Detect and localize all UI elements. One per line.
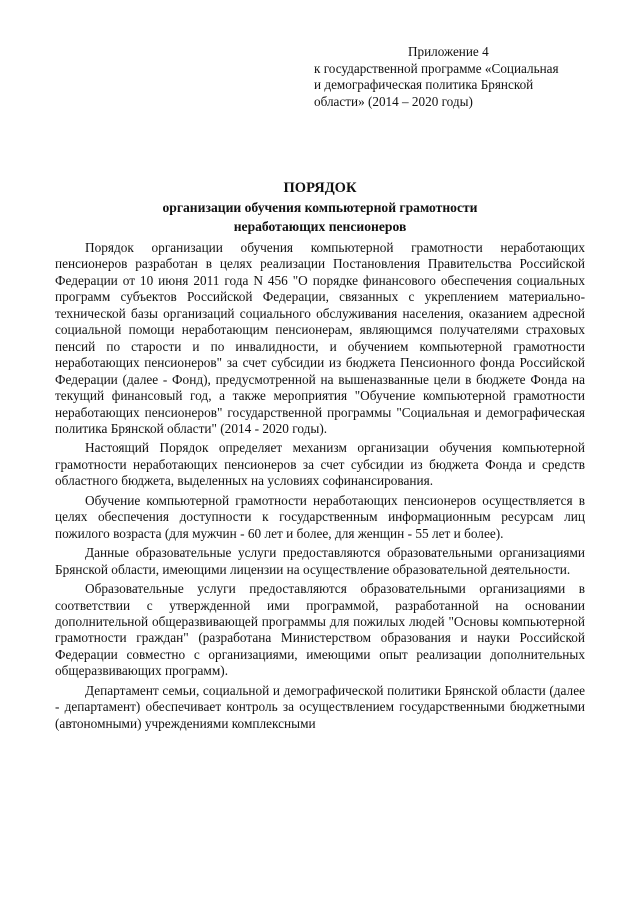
appendix-header bbox=[314, 44, 604, 110]
document-title: ПОРЯДОК bbox=[283, 180, 357, 196]
appendix-line-3: и демографическая политика Брянской bbox=[314, 77, 534, 92]
paragraph-5: Образовательные услуги предоставляются образовательными организациями в соответствии с утвержденной ими программой, разработанной на основании дополнительной общеразвивающей программы для пожилых людей "Основы компьютерной грамотности граждан" (разработана Министерством образования и науки Российской Федерации совместно с организациями, имеющими опыт реализации дополнительных общеразвивающих программ). bbox=[55, 581, 585, 679]
paragraph-6: Департамент семьи, социальной и демографической политики Брянской области (далее - департамент) обеспечивает контроль за осуществлением государственными бюджетными (автономными) учреждениями комплексными bbox=[55, 682, 585, 731]
document-heading bbox=[0, 179, 640, 236]
appendix-number: Приложение 4 bbox=[408, 44, 489, 59]
paragraph-1: Порядок организации обучения компьютерной грамотности неработающих пенсионеров разработан в целях реализации Постановления Правительства Российской Федерации от 10 июня 2011 года N 456 "О порядке финансового обеспечения социальных программ субъектов Российской Федерации, связанных с укреплением материально-технической базы организаций социального обслуживания населения, оказанием адресной социальной помощи неработающим пенсионерам, являющимся получателями страховых пенсий по старости и по инвалидности, и обучением компьютерной грамотности неработающих пенсионеров" за счет субсидии из бюджета Пенсионного фонда Российской Федерации (далее - Фонд), предусмотренной на вышеназванные цели в бюджете Фонда на текущий финансовый год, а также мероприятия "Обучение компьютерной грамотности неработающих пенсионеров" государственной программы "Социальная и демографическая политика Брянской области" (2014 - 2020 годы). bbox=[55, 240, 585, 436]
appendix-line-2: к государственной программе «Социальная bbox=[314, 60, 559, 76]
appendix-line-4: области» (2014 – 2020 годы) bbox=[314, 93, 473, 109]
paragraph-4: Данные образовательные услуги предоставляются образовательными организациями Брянской области, имеющими лицензии на осуществление образовательной деятельности. bbox=[55, 545, 585, 577]
document-subtitle-2: неработающих пенсионеров bbox=[233, 219, 407, 234]
document-body bbox=[55, 240, 585, 735]
document-subtitle-1: организации обучения компьютерной грамотности bbox=[162, 200, 478, 215]
paragraph-2: Настоящий Порядок определяет механизм организации обучения компьютерной грамотности неработающих пенсионеров за счет субсидии из бюджета Фонда и средств областного бюджета, выделенных на условиях софинансирования. bbox=[55, 440, 585, 489]
paragraph-3: Обучение компьютерной грамотности неработающих пенсионеров осуществляется в целях обеспечения доступности к государственным информационным ресурсам лиц пожилого возраста (для мужчин - 60 лет и более, для женщин - 55 лет и более). bbox=[55, 492, 585, 541]
